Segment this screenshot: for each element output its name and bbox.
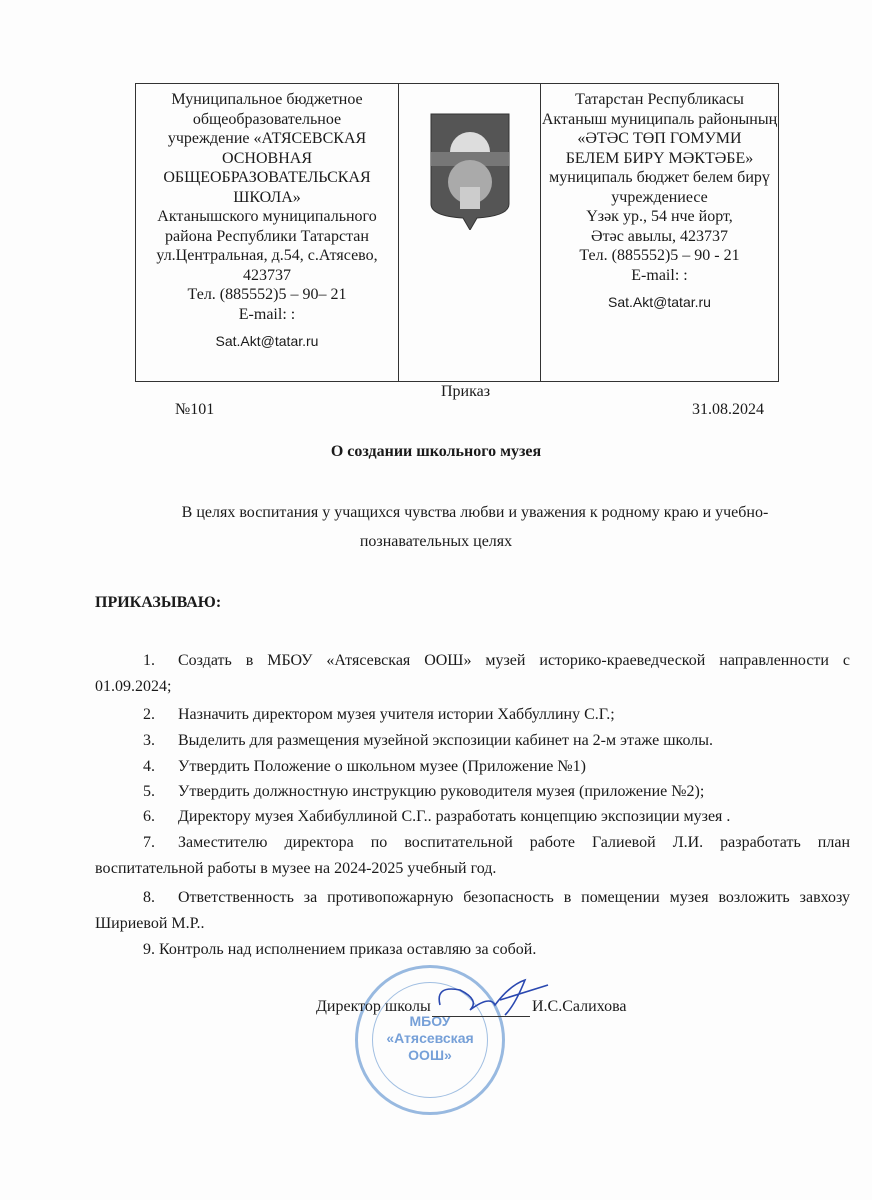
preamble: В целях воспитания у учащихся чувства любви и уважения к родному краю и учебно- xyxy=(181,504,769,521)
order-item: 8. Ответственность за противопожарную безопасность в помещении музея возложить завхозу Шириевой М.Р.. xyxy=(95,889,850,932)
lh-line: «ӘТӘС ТӨП ГОМУМИ xyxy=(577,130,742,147)
lh-line: муниципаль бюджет белем бирү xyxy=(549,169,770,186)
order-number: №101 xyxy=(175,401,215,418)
lh-line: общеобразовательное xyxy=(192,110,342,128)
email-link: Sat.Akt@tatar.ru xyxy=(215,333,319,349)
doc-type: Приказ xyxy=(441,383,491,400)
letterhead xyxy=(135,83,779,382)
lh-line: Актанышского муниципального xyxy=(157,208,377,225)
letterhead-russian xyxy=(136,84,399,381)
lh-line: ШКОЛА» xyxy=(233,188,301,206)
lh-line: Тел. (885552)5 – 90– 21 xyxy=(187,286,347,303)
order-item: 7. Заместителю директора по воспитательной работе Галиевой Л.И. разработать план воспитательной работы в музее на 2024-2025 учебный год. xyxy=(95,834,850,877)
order-item: 5. Утвердить должностную инструкцию руководителя музея (приложение №2); xyxy=(143,783,705,800)
lh-line: района Республики Татарстан xyxy=(165,227,369,245)
order-item: 4. Утвердить Положение о школьном музее (Приложение №1) xyxy=(143,758,586,775)
lh-line: учреждениесе xyxy=(611,188,708,206)
lh-line: Тел. (885552)5 – 90 - 21 xyxy=(579,247,740,264)
lh-line: ОБЩЕОБРАЗОВАТЕЛЬСКАЯ xyxy=(163,169,371,186)
lh-line: Актаныш муниципаль районының xyxy=(541,110,778,128)
letterhead-tatar xyxy=(541,84,778,381)
lh-line: E-mail: : xyxy=(631,266,688,284)
lh-line: Әтәс авылы, 423737 xyxy=(591,227,728,245)
preamble: познавательных целях xyxy=(359,533,513,550)
lh-line: учреждение «АТЯСЕВСКАЯ xyxy=(167,130,367,147)
order-item: 3. Выделить для размещения музейной экспозиции кабинет на 2-м этаже школы. xyxy=(143,732,714,749)
school-stamp: МБОУ «Атясевская ООШ» xyxy=(355,965,505,1115)
email-link: Sat.Akt@tatar.ru xyxy=(608,294,711,310)
order-item: 9. Контроль над исполнением приказа оставляю за собой. xyxy=(143,941,537,958)
doc-title: О создании школьного музея xyxy=(330,443,542,460)
order-item: 6. Директору музея Хабибуллиной С.Г.. разработать концепцию экспозиции музея . xyxy=(143,808,731,825)
lh-line: Татарстан Республикасы xyxy=(575,91,744,108)
order-date: 31.08.2024 xyxy=(692,401,764,418)
order-word: ПРИКАЗЫВАЮ: xyxy=(95,594,222,611)
lh-line: Муниципальное бюджетное xyxy=(171,91,363,108)
coat-of-arms xyxy=(399,84,541,381)
order-item: 1. Создать в МБОУ «Атясевская ООШ» музей историко-краеведческой направленности с 01.09.2024; xyxy=(95,652,850,695)
lh-line: БЕЛЕМ БИРҮ МӘКТӘБЕ» xyxy=(565,149,754,167)
lh-line: ОСНОВНАЯ xyxy=(222,149,312,167)
coat-of-arms-icon xyxy=(429,112,511,230)
lh-line: ул.Центральная, д.54, с.Атясево, xyxy=(156,247,378,264)
lh-line: 423737 xyxy=(243,266,291,284)
lh-line: E-mail: : xyxy=(238,305,296,323)
lh-line: Үзәк ур., 54 нче йорт, xyxy=(586,208,733,225)
order-item: 2. Назначить директором музея учителя истории Хаббуллину С.Г.; xyxy=(143,706,615,723)
signer-name: И.С.Салихова xyxy=(532,998,627,1015)
signer-title: Директор школы xyxy=(316,998,431,1015)
